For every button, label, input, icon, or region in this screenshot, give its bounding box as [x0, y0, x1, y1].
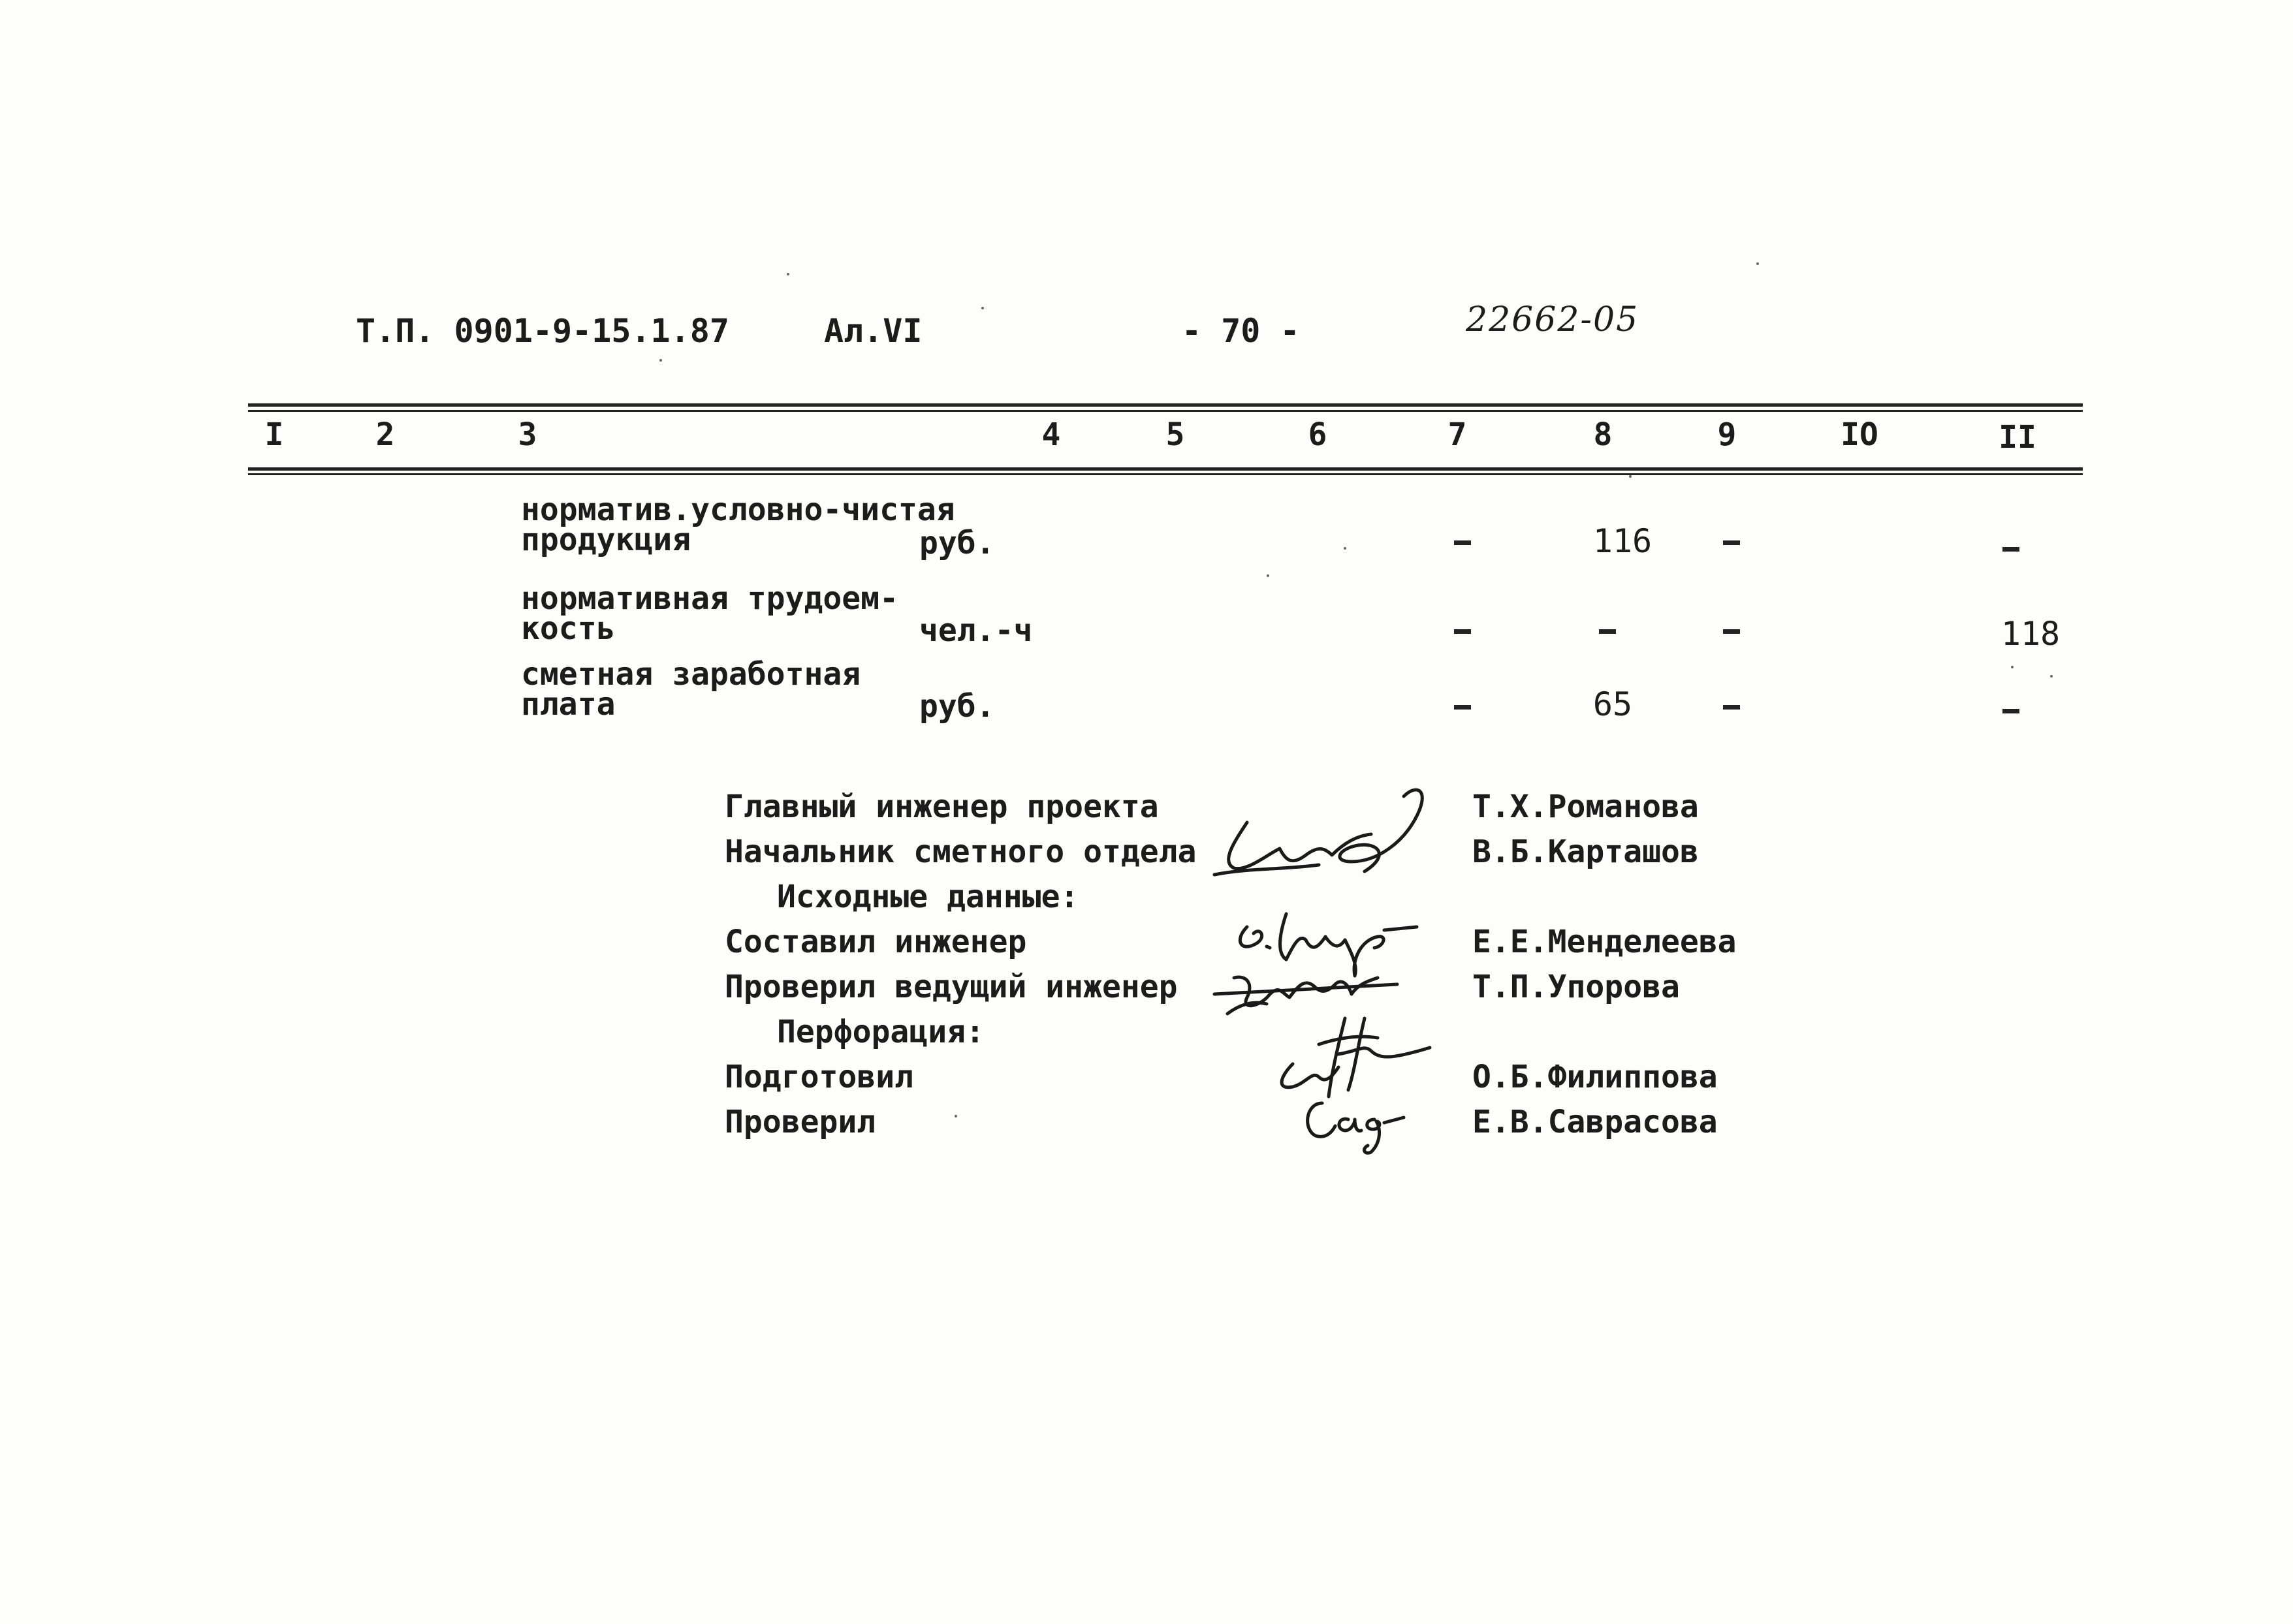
- table-header-rule: [248, 467, 2083, 471]
- column-number-5: 5: [1165, 416, 1185, 453]
- row1-col9-dash: [1723, 540, 1740, 545]
- scan-speck: [659, 359, 662, 362]
- scan-speck: [1344, 547, 1346, 550]
- row2-name-line1: нормативная трудоем-: [521, 580, 898, 617]
- chief-engineer-title: Главный инженер проекта: [725, 789, 1159, 825]
- row3-col9-dash: [1723, 705, 1740, 710]
- row3-name-line1: сметная заработная: [521, 656, 861, 693]
- column-number-3: 3: [518, 416, 537, 453]
- scan-speck: [2050, 675, 2053, 678]
- row3-col7-dash: [1454, 705, 1471, 710]
- column-number-1: I: [264, 416, 284, 453]
- album-number: Ал.VI: [824, 312, 923, 350]
- estimate-head-title: Начальник сметного отдела: [725, 834, 1197, 870]
- source-data-heading: Исходные данные:: [777, 879, 1079, 915]
- row1-name-line1: норматив.условно-чистая: [521, 492, 955, 528]
- signature-checked: [1299, 1090, 1410, 1155]
- row3-name-line2: плата: [521, 686, 616, 723]
- row2-col9-dash: [1723, 629, 1740, 634]
- scan-speck: [955, 1115, 957, 1117]
- scan-speck: [981, 307, 984, 309]
- row1-col8-value: 116: [1592, 522, 1653, 560]
- table-top-rule: [248, 403, 2083, 407]
- scan-speck: [1629, 475, 1632, 478]
- row2-col8-dash: [1599, 629, 1616, 634]
- table-header-rule-thin: [248, 473, 2083, 475]
- row1-col11-dash: [2002, 547, 2019, 552]
- column-number-11: II: [1999, 419, 2036, 456]
- compiled-name: Е.Е.Менделеева: [1472, 924, 1737, 960]
- scan-speck: [2011, 666, 2014, 668]
- column-number-4: 4: [1041, 416, 1061, 453]
- compiled-title: Составил инженер: [725, 924, 1027, 960]
- column-number-8: 8: [1593, 416, 1613, 453]
- signature-prepared: [1267, 1005, 1482, 1103]
- checked-lead-title: Проверил ведущий инженер: [725, 969, 1178, 1005]
- estimate-head-name: В.Б.Карташов: [1472, 834, 1699, 870]
- row2-name-line2: кость: [521, 610, 616, 647]
- prepared-title: Подготовил: [725, 1059, 913, 1095]
- chief-engineer-name: Т.Х.Романова: [1472, 789, 1699, 825]
- column-number-10: IO: [1841, 416, 1878, 453]
- column-number-2: 2: [375, 416, 395, 453]
- table-top-rule-thin: [248, 410, 2083, 412]
- inventory-number: 22662-05: [1466, 300, 1639, 339]
- row3-col8-value: 65: [1592, 685, 1633, 723]
- scan-speck: [787, 273, 789, 275]
- row2-col7-dash: [1454, 629, 1471, 634]
- row1-col7-dash: [1454, 540, 1471, 545]
- scan-speck: [1267, 574, 1269, 577]
- checked-title: Проверил: [725, 1104, 876, 1140]
- column-number-9: 9: [1717, 416, 1737, 453]
- column-number-7: 7: [1447, 416, 1467, 453]
- row2-col11-value: 118: [2000, 615, 2061, 653]
- row2-unit: чел.-ч: [919, 612, 1033, 649]
- row3-unit: руб.: [919, 688, 995, 725]
- signature-chief-engineer: [1208, 783, 1443, 888]
- row3-col11-dash: [2002, 709, 2019, 713]
- scan-speck: [1756, 262, 1759, 265]
- prepared-name: О.Б.Филиппова: [1472, 1059, 1718, 1095]
- checked-name: Е.В.Саврасова: [1472, 1104, 1718, 1140]
- column-number-6: 6: [1308, 416, 1327, 453]
- checked-lead-name: Т.П.Упорова: [1472, 969, 1680, 1005]
- row1-name-line2: продукция: [521, 522, 691, 558]
- row1-unit: руб.: [919, 525, 995, 561]
- perforation-heading: Перфорация:: [777, 1014, 985, 1050]
- document-code: Т.П. 0901-9-15.1.87: [356, 312, 729, 350]
- page-number: - 70 -: [1182, 312, 1300, 350]
